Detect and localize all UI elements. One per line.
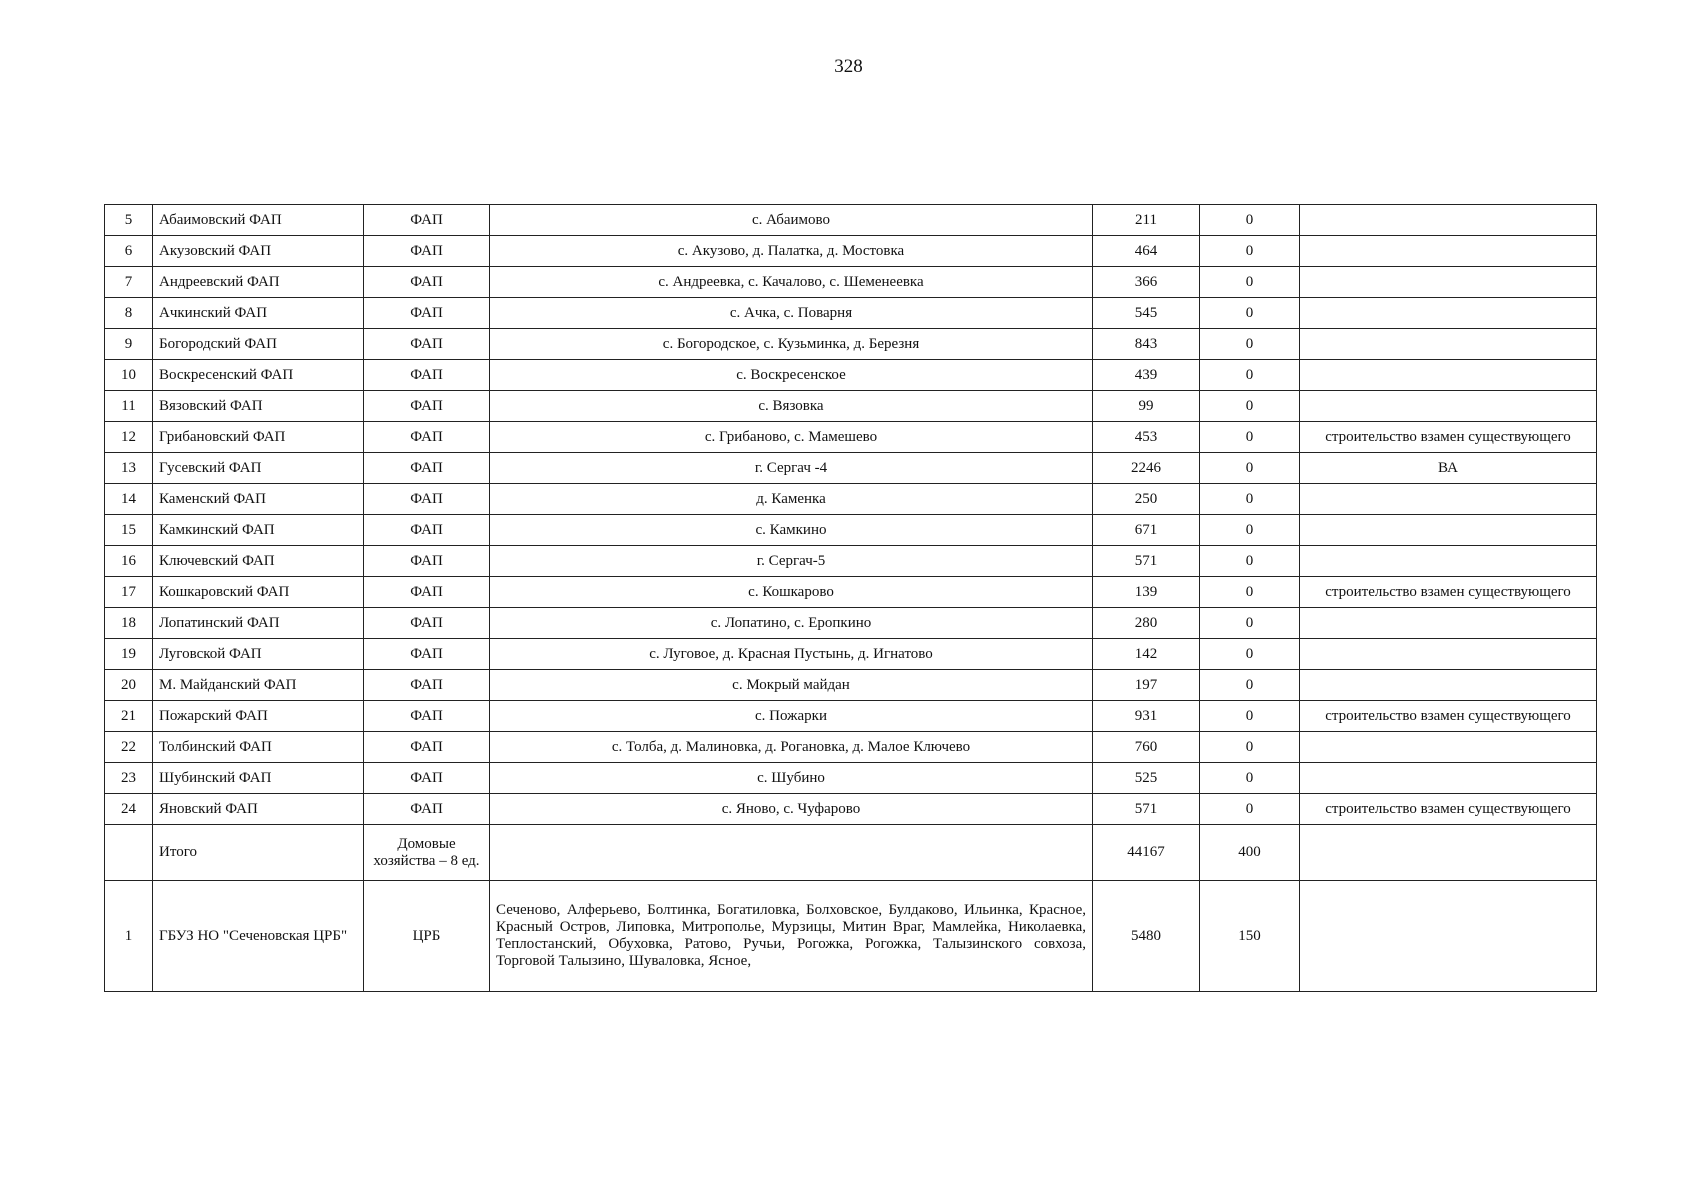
population-cell: 139 xyxy=(1093,577,1200,608)
population-cell: 571 xyxy=(1093,546,1200,577)
facility-type: ФАП xyxy=(364,422,490,453)
population-cell: 211 xyxy=(1093,205,1200,236)
facility-name: Шубинский ФАП xyxy=(153,763,364,794)
row-number: 24 xyxy=(105,794,153,825)
page-number: 328 xyxy=(834,56,863,77)
value-cell: 0 xyxy=(1200,639,1300,670)
table-row xyxy=(105,701,1597,732)
population-cell: 2246 xyxy=(1093,453,1200,484)
facility-location: с. Лопатино, с. Еропкино xyxy=(490,608,1093,639)
value-cell: 0 xyxy=(1200,577,1300,608)
facility-location: г. Сергач -4 xyxy=(490,453,1093,484)
note-cell: строительство взамен существующего xyxy=(1300,422,1597,453)
facility-name: Камкинский ФАП xyxy=(153,515,364,546)
value-cell: 0 xyxy=(1200,546,1300,577)
note-cell: ВА xyxy=(1300,453,1597,484)
value-cell: 0 xyxy=(1200,422,1300,453)
facility-name: Ключевский ФАП xyxy=(153,546,364,577)
value-cell: 0 xyxy=(1200,763,1300,794)
population-cell: 453 xyxy=(1093,422,1200,453)
row-number: 14 xyxy=(105,484,153,515)
facility-name: Ачкинский ФАП xyxy=(153,298,364,329)
facility-name: Абаимовский ФАП xyxy=(153,205,364,236)
facility-location: с. Воскресенское xyxy=(490,360,1093,391)
note-cell xyxy=(1300,732,1597,763)
facility-type: ФАП xyxy=(364,763,490,794)
population-cell: 250 xyxy=(1093,484,1200,515)
note-cell xyxy=(1300,329,1597,360)
facility-name: Гусевский ФАП xyxy=(153,453,364,484)
facility-location: с. Кошкарово xyxy=(490,577,1093,608)
facility-type: ФАП xyxy=(364,236,490,267)
table-row xyxy=(105,267,1597,298)
table-row xyxy=(105,515,1597,546)
facility-name: Воскресенский ФАП xyxy=(153,360,364,391)
facility-type: ФАП xyxy=(364,515,490,546)
value-cell: 0 xyxy=(1200,732,1300,763)
row-number: 13 xyxy=(105,453,153,484)
value-cell: 0 xyxy=(1200,205,1300,236)
table-row xyxy=(105,391,1597,422)
table-row xyxy=(105,670,1597,701)
facility-name: Андреевский ФАП xyxy=(153,267,364,298)
population-cell: 439 xyxy=(1093,360,1200,391)
note-cell xyxy=(1300,639,1597,670)
facility-type: ФАП xyxy=(364,577,490,608)
crb-population-cell: 5480 xyxy=(1093,881,1200,992)
total-population-cell: 44167 xyxy=(1093,825,1200,881)
facility-location: г. Сергач-5 xyxy=(490,546,1093,577)
facility-location: с. Яново, с. Чуфарово xyxy=(490,794,1093,825)
crb-row xyxy=(105,881,1597,992)
population-cell: 464 xyxy=(1093,236,1200,267)
facility-type: ФАП xyxy=(364,484,490,515)
facility-location: с. Грибаново, с. Мамешево xyxy=(490,422,1093,453)
total-facility-type: Домовые хозяйства – 8 ед. xyxy=(364,825,490,881)
row-number: 16 xyxy=(105,546,153,577)
facility-type: ФАП xyxy=(364,670,490,701)
facility-type: ФАП xyxy=(364,546,490,577)
note-cell xyxy=(1300,608,1597,639)
facility-type: ФАП xyxy=(364,732,490,763)
facility-name: Кошкаровский ФАП xyxy=(153,577,364,608)
note-cell xyxy=(1300,205,1597,236)
facility-name: М. Майданский ФАП xyxy=(153,670,364,701)
population-cell: 197 xyxy=(1093,670,1200,701)
crb-row-number: 1 xyxy=(105,881,153,992)
table-row xyxy=(105,360,1597,391)
facility-name: Каменский ФАП xyxy=(153,484,364,515)
facility-name: Акузовский ФАП xyxy=(153,236,364,267)
crb-facility-location: Сеченово, Алферьево, Болтинка, Богатиловка, Болховское, Булдаково, Ильинка, Красное, Красный Остров, Липовка, Митрополье, Мурзицы, Митин Враг, Мамлейка, Николаевка, Теплостанский, Обуховка, Ратово, Ручьи, Рогожка, Рогожка, Талызинского совхоза, Торговой Талызино, Шуваловка, Ясное, xyxy=(490,881,1093,992)
total-row-number xyxy=(105,825,153,881)
row-number: 17 xyxy=(105,577,153,608)
row-number: 15 xyxy=(105,515,153,546)
table-row xyxy=(105,546,1597,577)
row-number: 21 xyxy=(105,701,153,732)
population-cell: 931 xyxy=(1093,701,1200,732)
row-number: 7 xyxy=(105,267,153,298)
total-row xyxy=(105,825,1597,881)
note-cell xyxy=(1300,484,1597,515)
note-cell xyxy=(1300,360,1597,391)
value-cell: 0 xyxy=(1200,670,1300,701)
facility-type: ФАП xyxy=(364,701,490,732)
population-cell: 671 xyxy=(1093,515,1200,546)
facility-location: с. Шубино xyxy=(490,763,1093,794)
value-cell: 0 xyxy=(1200,236,1300,267)
facility-type: ФАП xyxy=(364,205,490,236)
population-cell: 545 xyxy=(1093,298,1200,329)
crb-facility-name: ГБУЗ НО "Сеченовская ЦРБ" xyxy=(153,881,364,992)
note-cell: строительство взамен существующего xyxy=(1300,794,1597,825)
value-cell: 0 xyxy=(1200,701,1300,732)
facility-type: ФАП xyxy=(364,608,490,639)
row-number: 19 xyxy=(105,639,153,670)
facility-type: ФАП xyxy=(364,360,490,391)
row-number: 8 xyxy=(105,298,153,329)
row-number: 23 xyxy=(105,763,153,794)
facility-location: с. Луговое, д. Красная Пустынь, д. Игнатово xyxy=(490,639,1093,670)
note-cell xyxy=(1300,236,1597,267)
row-number: 18 xyxy=(105,608,153,639)
table-row xyxy=(105,422,1597,453)
population-cell: 760 xyxy=(1093,732,1200,763)
facility-location: с. Андреевка, с. Качалово, с. Шеменеевка xyxy=(490,267,1093,298)
note-cell xyxy=(1300,546,1597,577)
facility-name: Лопатинский ФАП xyxy=(153,608,364,639)
facility-location: с. Абаимово xyxy=(490,205,1093,236)
facility-name: Богородский ФАП xyxy=(153,329,364,360)
note-cell xyxy=(1300,391,1597,422)
facility-location: д. Каменка xyxy=(490,484,1093,515)
facility-type: ФАП xyxy=(364,453,490,484)
table-row xyxy=(105,794,1597,825)
crb-facility-type: ЦРБ xyxy=(364,881,490,992)
facility-location: с. Пожарки xyxy=(490,701,1093,732)
facility-name: Грибановский ФАП xyxy=(153,422,364,453)
table-row xyxy=(105,205,1597,236)
facility-location: с. Толба, д. Малиновка, д. Рогановка, д. Малое Ключево xyxy=(490,732,1093,763)
total-value-cell: 400 xyxy=(1200,825,1300,881)
table-row xyxy=(105,329,1597,360)
facility-type: ФАП xyxy=(364,639,490,670)
value-cell: 0 xyxy=(1200,794,1300,825)
table-row xyxy=(105,236,1597,267)
row-number: 22 xyxy=(105,732,153,763)
table-row xyxy=(105,608,1597,639)
note-cell: строительство взамен существующего xyxy=(1300,701,1597,732)
facility-location: с. Камкино xyxy=(490,515,1093,546)
table-row xyxy=(105,484,1597,515)
facility-location: с. Богородское, с. Кузьминка, д. Березня xyxy=(490,329,1093,360)
facility-location: с. Вязовка xyxy=(490,391,1093,422)
value-cell: 0 xyxy=(1200,484,1300,515)
row-number: 11 xyxy=(105,391,153,422)
table-row xyxy=(105,298,1597,329)
row-number: 20 xyxy=(105,670,153,701)
population-cell: 280 xyxy=(1093,608,1200,639)
value-cell: 0 xyxy=(1200,453,1300,484)
row-number: 6 xyxy=(105,236,153,267)
facility-type: ФАП xyxy=(364,267,490,298)
value-cell: 0 xyxy=(1200,329,1300,360)
facility-type: ФАП xyxy=(364,329,490,360)
row-number: 9 xyxy=(105,329,153,360)
value-cell: 0 xyxy=(1200,608,1300,639)
facility-type: ФАП xyxy=(364,391,490,422)
facility-name: Вязовский ФАП xyxy=(153,391,364,422)
total-facility-location xyxy=(490,825,1093,881)
facility-location: с. Мокрый майдан xyxy=(490,670,1093,701)
population-cell: 571 xyxy=(1093,794,1200,825)
table-row xyxy=(105,577,1597,608)
value-cell: 0 xyxy=(1200,515,1300,546)
facility-name: Луговской ФАП xyxy=(153,639,364,670)
note-cell xyxy=(1300,763,1597,794)
facility-name: Пожарский ФАП xyxy=(153,701,364,732)
facility-type: ФАП xyxy=(364,298,490,329)
value-cell: 0 xyxy=(1200,391,1300,422)
table-row xyxy=(105,639,1597,670)
table-row xyxy=(105,732,1597,763)
crb-value-cell: 150 xyxy=(1200,881,1300,992)
total-note-cell xyxy=(1300,825,1597,881)
facility-location: с. Ачка, с. Поварня xyxy=(490,298,1093,329)
population-cell: 525 xyxy=(1093,763,1200,794)
note-cell: строительство взамен существующего xyxy=(1300,577,1597,608)
facilities-table xyxy=(104,204,1597,992)
table-row xyxy=(105,453,1597,484)
note-cell xyxy=(1300,670,1597,701)
facility-type: ФАП xyxy=(364,794,490,825)
table-body xyxy=(105,205,1597,992)
population-cell: 142 xyxy=(1093,639,1200,670)
total-facility-name: Итого xyxy=(153,825,364,881)
facility-location: с. Акузово, д. Палатка, д. Мостовка xyxy=(490,236,1093,267)
value-cell: 0 xyxy=(1200,360,1300,391)
population-cell: 843 xyxy=(1093,329,1200,360)
population-cell: 366 xyxy=(1093,267,1200,298)
note-cell xyxy=(1300,298,1597,329)
facility-name: Яновский ФАП xyxy=(153,794,364,825)
note-cell xyxy=(1300,515,1597,546)
row-number: 5 xyxy=(105,205,153,236)
facility-name: Толбинский ФАП xyxy=(153,732,364,763)
crb-note-cell xyxy=(1300,881,1597,992)
row-number: 10 xyxy=(105,360,153,391)
row-number: 12 xyxy=(105,422,153,453)
population-cell: 99 xyxy=(1093,391,1200,422)
table-row xyxy=(105,763,1597,794)
value-cell: 0 xyxy=(1200,298,1300,329)
value-cell: 0 xyxy=(1200,267,1300,298)
note-cell xyxy=(1300,267,1597,298)
